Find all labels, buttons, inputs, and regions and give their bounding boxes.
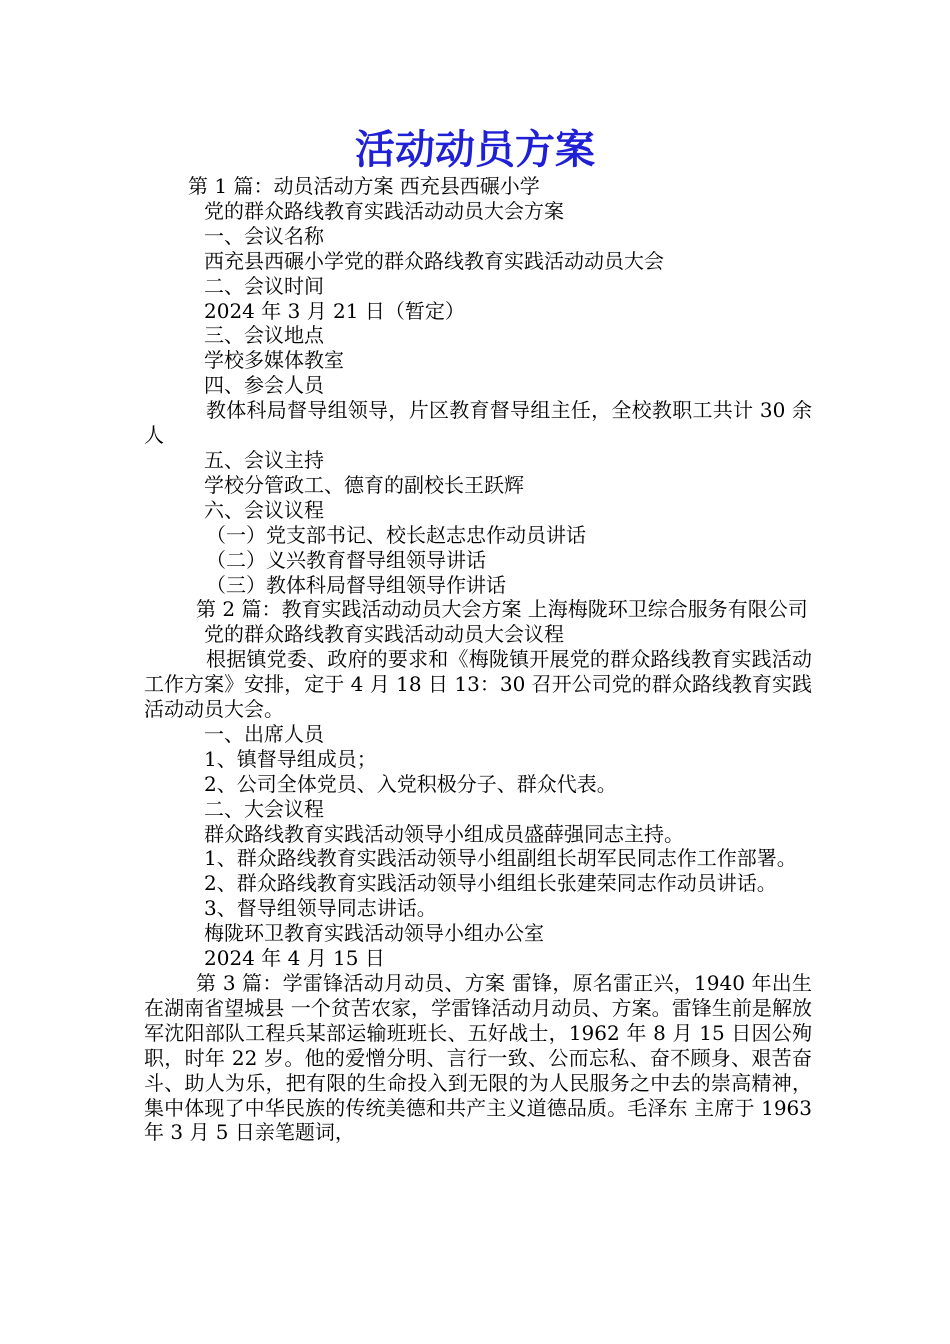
section-heading: 三、会议地点 bbox=[204, 323, 324, 348]
section-heading: 六、会议议程 bbox=[204, 497, 324, 522]
list-item: 2、群众路线教育实践活动领导小组组长张建荣同志作动员讲话。 bbox=[204, 871, 777, 896]
section-heading: 一、会议名称 bbox=[204, 223, 324, 248]
document-body bbox=[144, 174, 812, 1145]
article-2-heading: 第 2 篇：教育实践活动动员大会方案 上海梅陇环卫综合服务有限公司 bbox=[196, 597, 808, 622]
article-3-paragraph: 第 3 篇：学雷锋活动月动员、方案 雷锋，原名雷正兴，1940 年出生在湖南省望城县 一个贫苦农家，学雷锋活动月动员、方案。雷锋生前是解放军沈阳部队工程兵某部运输班班长、五好战士，1962 年 8 月 15 日因公殉职，时年 22 岁。他的爱憎分明、言行一致、公而忘私、奋不顾身、艰苦奋斗、助人为乐，把有限的生命投入到无限的为人民服务之中去的崇高精神，集中体现了中华民族的传统美德和共产主义道德品质。毛泽东 主席于 1963 年 3 月 5 日亲笔题词， bbox=[144, 971, 812, 1145]
paragraph: 西充县西碾小学党的群众路线教育实践活动动员大会 bbox=[204, 248, 664, 273]
list-item: 2、公司全体党员、入党积极分子、群众代表。 bbox=[204, 771, 617, 796]
section-heading: 四、参会人员 bbox=[204, 373, 324, 398]
paragraph: 群众路线教育实践活动领导小组成员盛薛强同志主持。 bbox=[204, 821, 684, 846]
article-2-subtitle: 党的群众路线教育实践活动动员大会议程 bbox=[204, 622, 564, 647]
list-item: （三）教体科局督导组领导作讲话 bbox=[206, 572, 506, 597]
list-item: （二）义兴教育督导组领导讲话 bbox=[206, 547, 486, 572]
section-heading: 二、会议时间 bbox=[204, 273, 324, 298]
article-1-subtitle: 党的群众路线教育实践活动动员大会方案 bbox=[204, 198, 564, 223]
document-title: 活动动员方案 bbox=[355, 126, 595, 173]
list-item: （一）党支部书记、校长赵志忠作动员讲话 bbox=[206, 522, 586, 547]
list-item: 1、镇督导组成员； bbox=[204, 746, 377, 771]
list-item: 1、群众路线教育实践活动领导小组副组长胡军民同志作工作部署。 bbox=[204, 846, 797, 871]
paragraph: 学校分管政工、德育的副校长王跃辉 bbox=[204, 472, 524, 497]
section-heading: 五、会议主持 bbox=[204, 447, 324, 472]
paragraph: 教体科局督导组领导，片区教育督导组主任，全校教职工共计 30 余人 bbox=[144, 398, 812, 448]
paragraph: 学校多媒体教室 bbox=[204, 348, 344, 373]
article-1-heading: 第 1 篇：动员活动方案 西充县西碾小学 bbox=[188, 174, 540, 198]
paragraph: 2024 年 3 月 21 日（暂定） bbox=[204, 298, 465, 323]
list-item: 3、督导组领导同志讲话。 bbox=[204, 896, 437, 921]
section-heading: 二、大会议程 bbox=[204, 796, 324, 821]
date-line: 2024 年 4 月 15 日 bbox=[204, 946, 385, 971]
signature-line: 梅陇环卫教育实践活动领导小组办公室 bbox=[204, 921, 544, 946]
paragraph: 根据镇党委、政府的要求和《梅陇镇开展党的群众路线教育实践活动工作方案》安排，定于 4 月 18 日 13：30 召开公司党的群众路线教育实践活动动员大会。 bbox=[144, 647, 812, 722]
section-heading: 一、出席人员 bbox=[204, 721, 324, 746]
